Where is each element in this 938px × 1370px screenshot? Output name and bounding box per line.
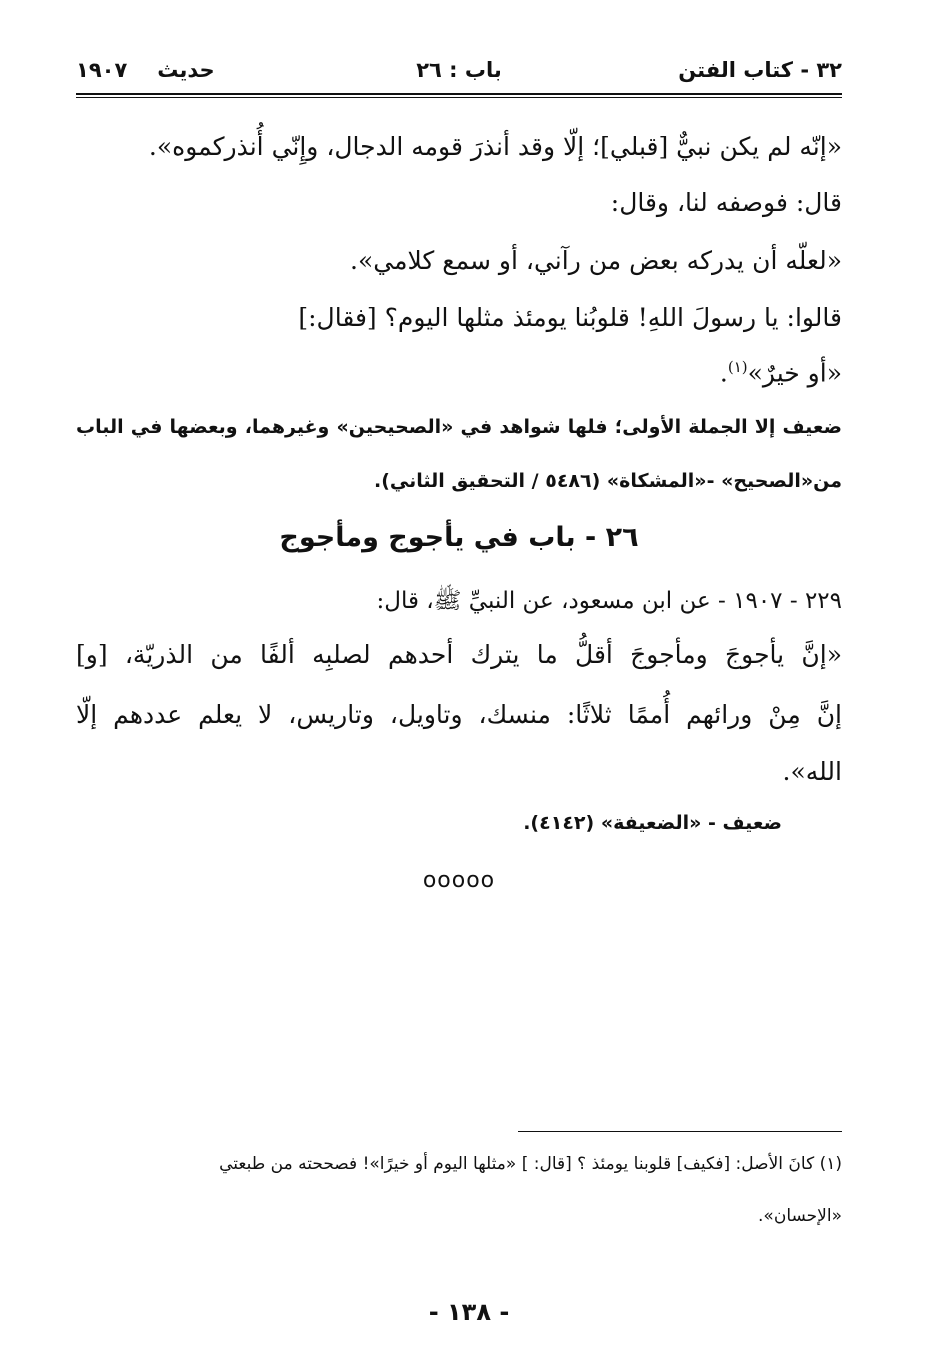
hadith-text-line: الله». — [782, 757, 842, 786]
footnote-line: (١) كانَ الأصل: [فكيف] قلوبنا يومئذ ؟ [قال: ] «مثلها اليوم أو خيرًا»! فصححته من طبعتي — [219, 1154, 842, 1174]
header-hadith-number: ١٩٠٧ — [76, 58, 128, 82]
header-rule — [76, 93, 842, 95]
hadith-text-line: «إنَّ يأجوجَ ومأجوجَ أقلُّ ما يترك أحدهم لصلبِه ألفًا من الذريّة، [و] — [76, 640, 842, 669]
hadith-grading: ضعيف - «الضعيفة» (٤١٤٢). — [523, 812, 782, 834]
footnote-marker: (١) — [727, 358, 748, 376]
grading-text: من«الصحيح» -«المشكاة» (٥٤٨٦ / التحقيق الثاني). — [373, 470, 842, 492]
header-chapter-ref: باب : ٢٦ — [416, 58, 502, 82]
text-line: قالوا: يا رسولَ اللهِ! قلوبُنا يومئذ مثلها اليوم؟ [فقال:] — [298, 303, 842, 332]
text-line: قال: فوصفه لنا، وقال: — [610, 188, 842, 217]
header-book-title: ٣٢ - كتاب الفتن — [678, 58, 842, 82]
page-number: - ١٣٨ - — [428, 1298, 510, 1326]
footnote-line: «الإحسان». — [758, 1206, 842, 1226]
quote-text: «أو خيرٌ» — [747, 358, 842, 388]
text-line — [720, 358, 842, 387]
text-line: «إنّه لم يكن نبيٌّ [قبلي]؛ إلّا وقد أنذرَ قومه الدجال، وإِنّي أُنذركموه». — [148, 132, 842, 161]
text-line: «لعلّه أن يدركه بعض من رآني، أو سمع كلامي». — [350, 246, 842, 275]
header-rule-thin — [76, 97, 842, 98]
section-separator: ooooo — [422, 868, 496, 893]
chapter-heading: ٢٦ - باب في يأجوج ومأجوج — [279, 522, 639, 553]
footnote-rule — [518, 1131, 842, 1132]
period: . — [719, 358, 728, 388]
grading-text: ضعيف إلا الجملة الأولى؛ فلها شواهد في «الصحيحين» وغيرهما، وبعضها في الباب — [76, 416, 842, 438]
header-hadith-ref — [76, 58, 215, 82]
running-header — [76, 58, 842, 92]
header-hadith-label: حديث — [157, 58, 215, 82]
hadith-text-line: إنَّ مِنْ ورائهم أُممًا ثلاثًا: منسك، وتاويل، وتاريس، لا يعلم عددهم إلّا — [76, 700, 842, 729]
hadith-isnad: ٢٢٩ - ١٩٠٧ - عن ابن مسعود، عن النبيِّ ﷺ، قال: — [376, 588, 842, 614]
